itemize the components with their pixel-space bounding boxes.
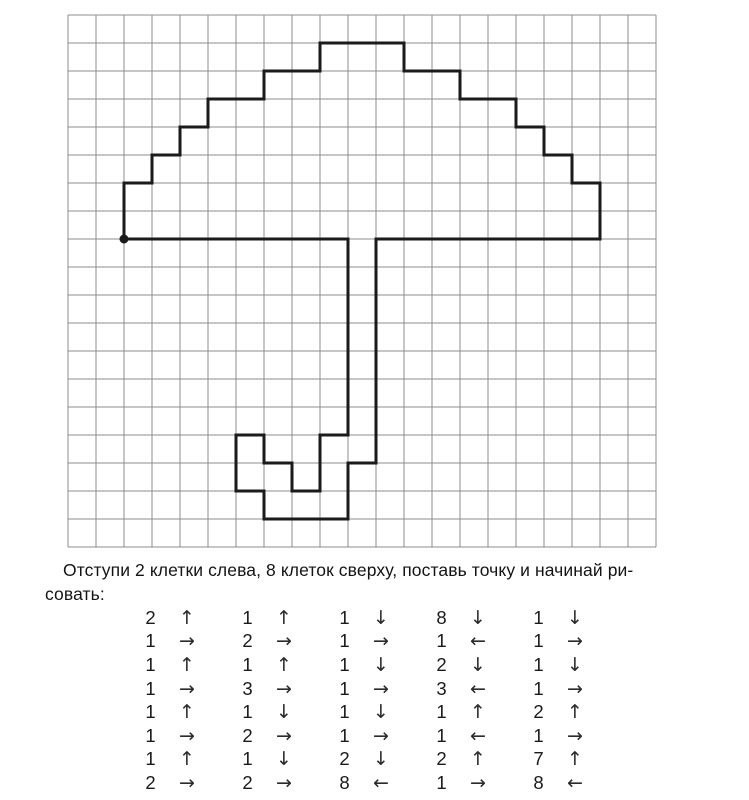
step-cell bbox=[239, 748, 298, 772]
step-cell bbox=[142, 748, 201, 772]
step-count: 2 bbox=[339, 748, 350, 770]
step-count: 1 bbox=[145, 630, 156, 652]
arrow-up-icon: ↑ bbox=[276, 653, 292, 676]
step-cell bbox=[142, 630, 201, 654]
steps-column-4 bbox=[433, 606, 492, 795]
step-cell bbox=[530, 771, 589, 795]
step-cell bbox=[142, 653, 201, 677]
step-cell bbox=[336, 700, 395, 724]
step-count: 1 bbox=[339, 630, 350, 652]
arrow-left-icon: ← bbox=[567, 771, 583, 794]
step-count: 3 bbox=[242, 677, 253, 699]
step-count: 1 bbox=[145, 677, 156, 699]
step-count: 1 bbox=[242, 606, 253, 628]
step-cell bbox=[239, 677, 298, 701]
arrow-left-icon: ← bbox=[470, 724, 486, 747]
step-cell bbox=[433, 606, 492, 630]
step-count: 2 bbox=[533, 701, 544, 723]
step-cell bbox=[433, 700, 492, 724]
step-cell bbox=[336, 748, 395, 772]
step-count: 3 bbox=[436, 677, 447, 699]
step-cell bbox=[336, 653, 395, 677]
arrow-up-icon: ↑ bbox=[470, 701, 486, 724]
grid-svg bbox=[66, 13, 658, 549]
arrow-right-icon: → bbox=[470, 771, 486, 794]
step-cell bbox=[336, 771, 395, 795]
arrow-up-icon: ↑ bbox=[179, 606, 195, 629]
step-count: 1 bbox=[242, 701, 253, 723]
step-count: 1 bbox=[145, 748, 156, 770]
step-count: 1 bbox=[533, 677, 544, 699]
step-count: 1 bbox=[533, 724, 544, 746]
step-count: 2 bbox=[436, 653, 447, 675]
step-count: 2 bbox=[145, 771, 156, 793]
steps-column-1 bbox=[142, 606, 201, 795]
step-count: 1 bbox=[145, 701, 156, 723]
umbrella-figure bbox=[124, 43, 600, 519]
step-cell bbox=[530, 748, 589, 772]
step-cell bbox=[239, 771, 298, 795]
step-count: 1 bbox=[436, 630, 447, 652]
step-cell bbox=[142, 606, 201, 630]
step-count: 2 bbox=[242, 724, 253, 746]
step-count: 8 bbox=[533, 771, 544, 793]
step-count: 2 bbox=[242, 630, 253, 652]
step-cell bbox=[530, 653, 589, 677]
arrow-right-icon: → bbox=[179, 724, 195, 747]
step-cell bbox=[433, 724, 492, 748]
step-cell bbox=[142, 724, 201, 748]
step-cell bbox=[433, 630, 492, 654]
step-cell bbox=[239, 724, 298, 748]
arrow-right-icon: → bbox=[276, 630, 292, 653]
arrow-right-icon: → bbox=[373, 630, 389, 653]
step-cell bbox=[239, 700, 298, 724]
arrow-right-icon: → bbox=[567, 630, 583, 653]
step-count: 2 bbox=[242, 771, 253, 793]
instruction-text bbox=[45, 558, 725, 606]
step-cell bbox=[433, 653, 492, 677]
step-count: 1 bbox=[339, 653, 350, 675]
step-count: 1 bbox=[242, 653, 253, 675]
arrow-up-icon: ↑ bbox=[567, 701, 583, 724]
arrow-right-icon: → bbox=[179, 677, 195, 700]
step-cell bbox=[239, 630, 298, 654]
arrow-up-icon: ↑ bbox=[470, 748, 486, 771]
arrow-left-icon: ← bbox=[470, 677, 486, 700]
step-count: 1 bbox=[339, 677, 350, 699]
step-count: 1 bbox=[533, 606, 544, 628]
step-count: 1 bbox=[145, 724, 156, 746]
step-cell bbox=[336, 630, 395, 654]
step-count: 8 bbox=[339, 771, 350, 793]
arrow-down-icon: ↓ bbox=[276, 701, 292, 724]
arrow-right-icon: → bbox=[567, 724, 583, 747]
step-count: 1 bbox=[533, 630, 544, 652]
arrow-down-icon: ↓ bbox=[276, 748, 292, 771]
step-cell bbox=[336, 606, 395, 630]
arrow-right-icon: → bbox=[179, 771, 195, 794]
step-count: 1 bbox=[339, 701, 350, 723]
step-cell bbox=[142, 700, 201, 724]
steps-column-2 bbox=[239, 606, 298, 795]
step-count: 1 bbox=[436, 724, 447, 746]
step-cell bbox=[433, 748, 492, 772]
step-count: 1 bbox=[436, 771, 447, 793]
arrow-right-icon: → bbox=[567, 677, 583, 700]
arrow-down-icon: ↓ bbox=[373, 701, 389, 724]
arrow-up-icon: ↑ bbox=[179, 701, 195, 724]
arrow-down-icon: ↓ bbox=[373, 606, 389, 629]
graph-paper-grid bbox=[66, 13, 658, 554]
steps-column-5 bbox=[530, 606, 589, 795]
instruction-line-1: Отступи 2 клетки слева, 8 клеток сверху, поставь точку и начинай ри- bbox=[63, 560, 634, 580]
arrow-down-icon: ↓ bbox=[373, 653, 389, 676]
step-count: 1 bbox=[339, 606, 350, 628]
arrow-up-icon: ↑ bbox=[179, 653, 195, 676]
arrow-up-icon: ↑ bbox=[567, 748, 583, 771]
arrow-down-icon: ↓ bbox=[373, 748, 389, 771]
arrow-right-icon: → bbox=[179, 630, 195, 653]
steps-table bbox=[142, 606, 589, 795]
step-count: 7 bbox=[533, 748, 544, 770]
step-count: 1 bbox=[533, 653, 544, 675]
step-cell bbox=[433, 677, 492, 701]
step-cell bbox=[530, 700, 589, 724]
arrow-right-icon: → bbox=[373, 724, 389, 747]
arrow-up-icon: ↑ bbox=[276, 606, 292, 629]
step-cell bbox=[142, 677, 201, 701]
arrow-up-icon: ↑ bbox=[179, 748, 195, 771]
arrow-left-icon: ← bbox=[470, 630, 486, 653]
step-cell bbox=[530, 630, 589, 654]
step-count: 1 bbox=[145, 653, 156, 675]
step-cell bbox=[530, 677, 589, 701]
step-count: 1 bbox=[242, 748, 253, 770]
arrow-right-icon: → bbox=[373, 677, 389, 700]
step-cell bbox=[530, 724, 589, 748]
step-cell bbox=[239, 606, 298, 630]
step-cell bbox=[530, 606, 589, 630]
arrow-down-icon: ↓ bbox=[470, 653, 486, 676]
grid-lines bbox=[68, 15, 656, 547]
arrow-right-icon: → bbox=[276, 771, 292, 794]
step-count: 1 bbox=[436, 701, 447, 723]
start-point-dot bbox=[120, 235, 129, 244]
steps-column-3 bbox=[336, 606, 395, 795]
step-count: 2 bbox=[145, 606, 156, 628]
step-cell bbox=[336, 677, 395, 701]
arrow-right-icon: → bbox=[276, 677, 292, 700]
step-cell bbox=[433, 771, 492, 795]
arrow-down-icon: ↓ bbox=[470, 606, 486, 629]
arrow-down-icon: ↓ bbox=[567, 606, 583, 629]
arrow-right-icon: → bbox=[276, 724, 292, 747]
arrow-left-icon: ← bbox=[373, 771, 389, 794]
step-count: 1 bbox=[339, 724, 350, 746]
step-cell bbox=[336, 724, 395, 748]
arrow-down-icon: ↓ bbox=[567, 653, 583, 676]
instruction-line-2: совать: bbox=[45, 584, 105, 604]
step-cell bbox=[239, 653, 298, 677]
step-cell bbox=[142, 771, 201, 795]
step-count: 2 bbox=[436, 748, 447, 770]
step-count: 8 bbox=[436, 606, 447, 628]
